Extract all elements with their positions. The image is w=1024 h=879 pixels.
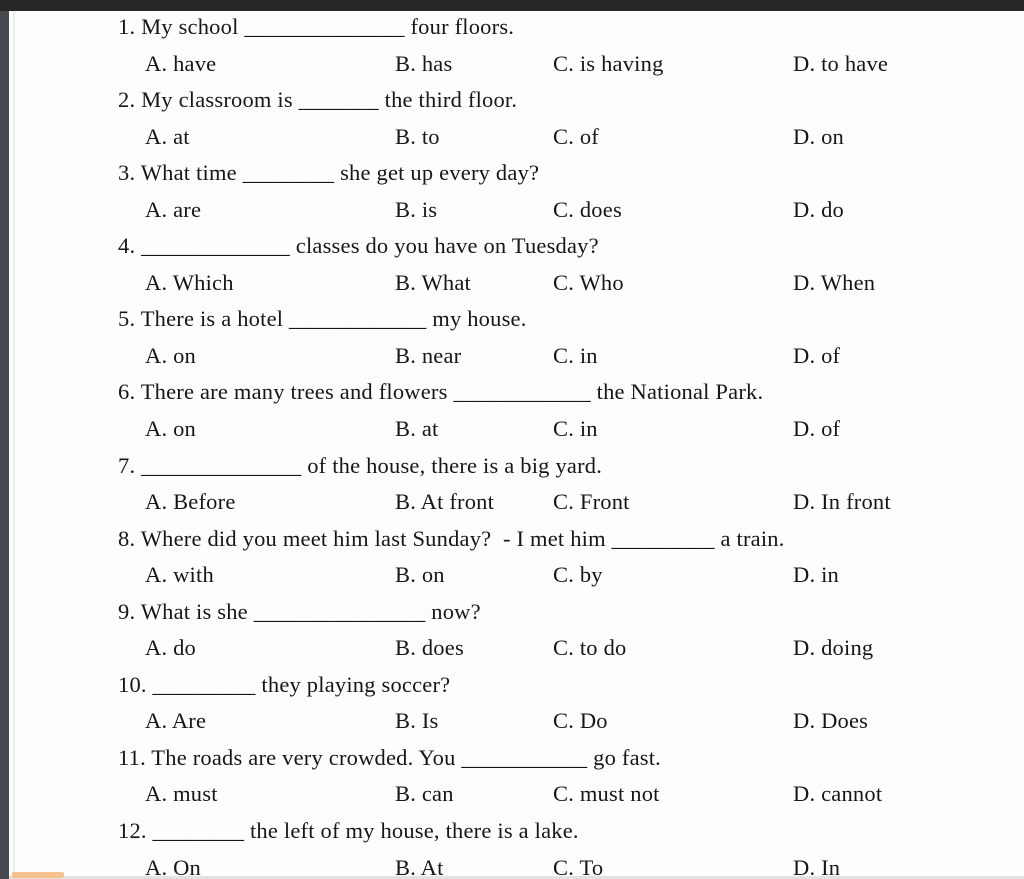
option-d: D. to have — [793, 50, 889, 76]
option-b: B. Is — [395, 708, 439, 734]
question-prompt: 8. Where did you meet him last Sunday? - I met him _________ a train. — [118, 525, 785, 551]
option-c: C. Who — [553, 269, 624, 295]
option-a: A. are — [145, 196, 202, 222]
option-d: D. Does — [793, 708, 869, 734]
option-c: C. in — [553, 416, 598, 442]
option-c: C. of — [553, 123, 599, 149]
question-prompt: 2. My classroom is _______ the third floor. — [118, 87, 518, 113]
question-6 — [0, 374, 1024, 447]
option-b: B. near — [395, 342, 462, 368]
question-9 — [0, 594, 1024, 667]
question-options — [145, 192, 1024, 229]
option-d: D. doing — [793, 635, 874, 661]
option-c: C. to do — [553, 635, 627, 661]
question-prompt: 12. ________ the left of my house, there is a lake. — [118, 818, 579, 844]
question-prompt: 11. The roads are very crowded. You ___________ go fast. — [118, 744, 661, 770]
option-a: A. on — [145, 342, 196, 368]
option-d: D. do — [793, 196, 844, 222]
question-11 — [0, 740, 1024, 813]
option-a: A. do — [145, 635, 196, 661]
question-options — [145, 557, 1024, 594]
option-b: B. does — [395, 635, 464, 661]
question-1 — [0, 9, 1024, 82]
option-a: A. Are — [145, 708, 207, 734]
option-d: D. cannot — [793, 781, 883, 807]
option-a: A. must — [145, 781, 218, 807]
option-b: B. At — [395, 854, 444, 879]
option-d: D. When — [793, 269, 876, 295]
question-5 — [0, 301, 1024, 374]
option-d: D. in — [793, 562, 839, 588]
question-prompt: 1. My school ______________ four floors. — [118, 14, 515, 39]
question-prompt: 4. _____________ classes do you have on Tuesday? — [118, 233, 599, 259]
option-a: A. On — [145, 854, 201, 879]
option-d: D. of — [793, 416, 841, 442]
quiz-content — [0, 9, 1024, 879]
option-a: A. on — [145, 416, 196, 442]
question-options — [145, 119, 1024, 156]
highlight-strip — [12, 872, 64, 878]
option-a: A. at — [145, 123, 190, 149]
question-prompt: 10. _________ they playing soccer? — [118, 671, 451, 697]
question-10 — [0, 667, 1024, 740]
question-options — [145, 484, 1024, 521]
option-b: B. At front — [395, 489, 495, 515]
question-options — [145, 850, 1024, 879]
option-b: B. is — [395, 196, 438, 222]
option-d: D. of — [793, 342, 841, 368]
option-a: A. Which — [145, 269, 234, 295]
option-c: C. in — [553, 342, 598, 368]
question-options — [145, 776, 1024, 813]
option-b: B. What — [395, 269, 471, 295]
question-prompt: 9. What is she _______________ now? — [118, 598, 481, 624]
question-3 — [0, 155, 1024, 228]
option-a: A. have — [145, 50, 217, 76]
option-c: C. is having — [553, 50, 664, 76]
question-prompt: 7. ______________ of the house, there is a big yard. — [118, 452, 603, 478]
option-a: A. with — [145, 562, 214, 588]
question-options — [145, 265, 1024, 302]
option-d: D. In front — [793, 489, 891, 515]
option-b: B. on — [395, 562, 445, 588]
option-c: C. To — [553, 854, 604, 879]
question-prompt: 6. There are many trees and flowers ____________ the National Park. — [118, 379, 764, 405]
question-prompt: 3. What time ________ she get up every day? — [118, 160, 540, 186]
option-a: A. Before — [145, 489, 236, 515]
question-8 — [0, 521, 1024, 594]
top-window-bar — [0, 0, 1024, 11]
option-b: B. at — [395, 416, 439, 442]
question-2 — [0, 82, 1024, 155]
question-7 — [0, 448, 1024, 521]
option-c: C. Front — [553, 489, 630, 515]
question-options — [145, 411, 1024, 448]
question-options — [145, 46, 1024, 83]
option-d: D. on — [793, 123, 844, 149]
question-prompt: 5. There is a hotel ____________ my house. — [118, 306, 527, 332]
question-options — [145, 630, 1024, 667]
option-c: C. by — [553, 562, 603, 588]
option-d: D. In — [793, 854, 841, 879]
question-12 — [0, 813, 1024, 879]
option-c: C. must not — [553, 781, 660, 807]
option-b: B. can — [395, 781, 454, 807]
option-c: C. does — [553, 196, 622, 222]
option-b: B. has — [395, 50, 453, 76]
question-4 — [0, 228, 1024, 301]
question-options — [145, 338, 1024, 375]
option-c: C. Do — [553, 708, 608, 734]
option-b: B. to — [395, 123, 440, 149]
question-options — [145, 703, 1024, 740]
